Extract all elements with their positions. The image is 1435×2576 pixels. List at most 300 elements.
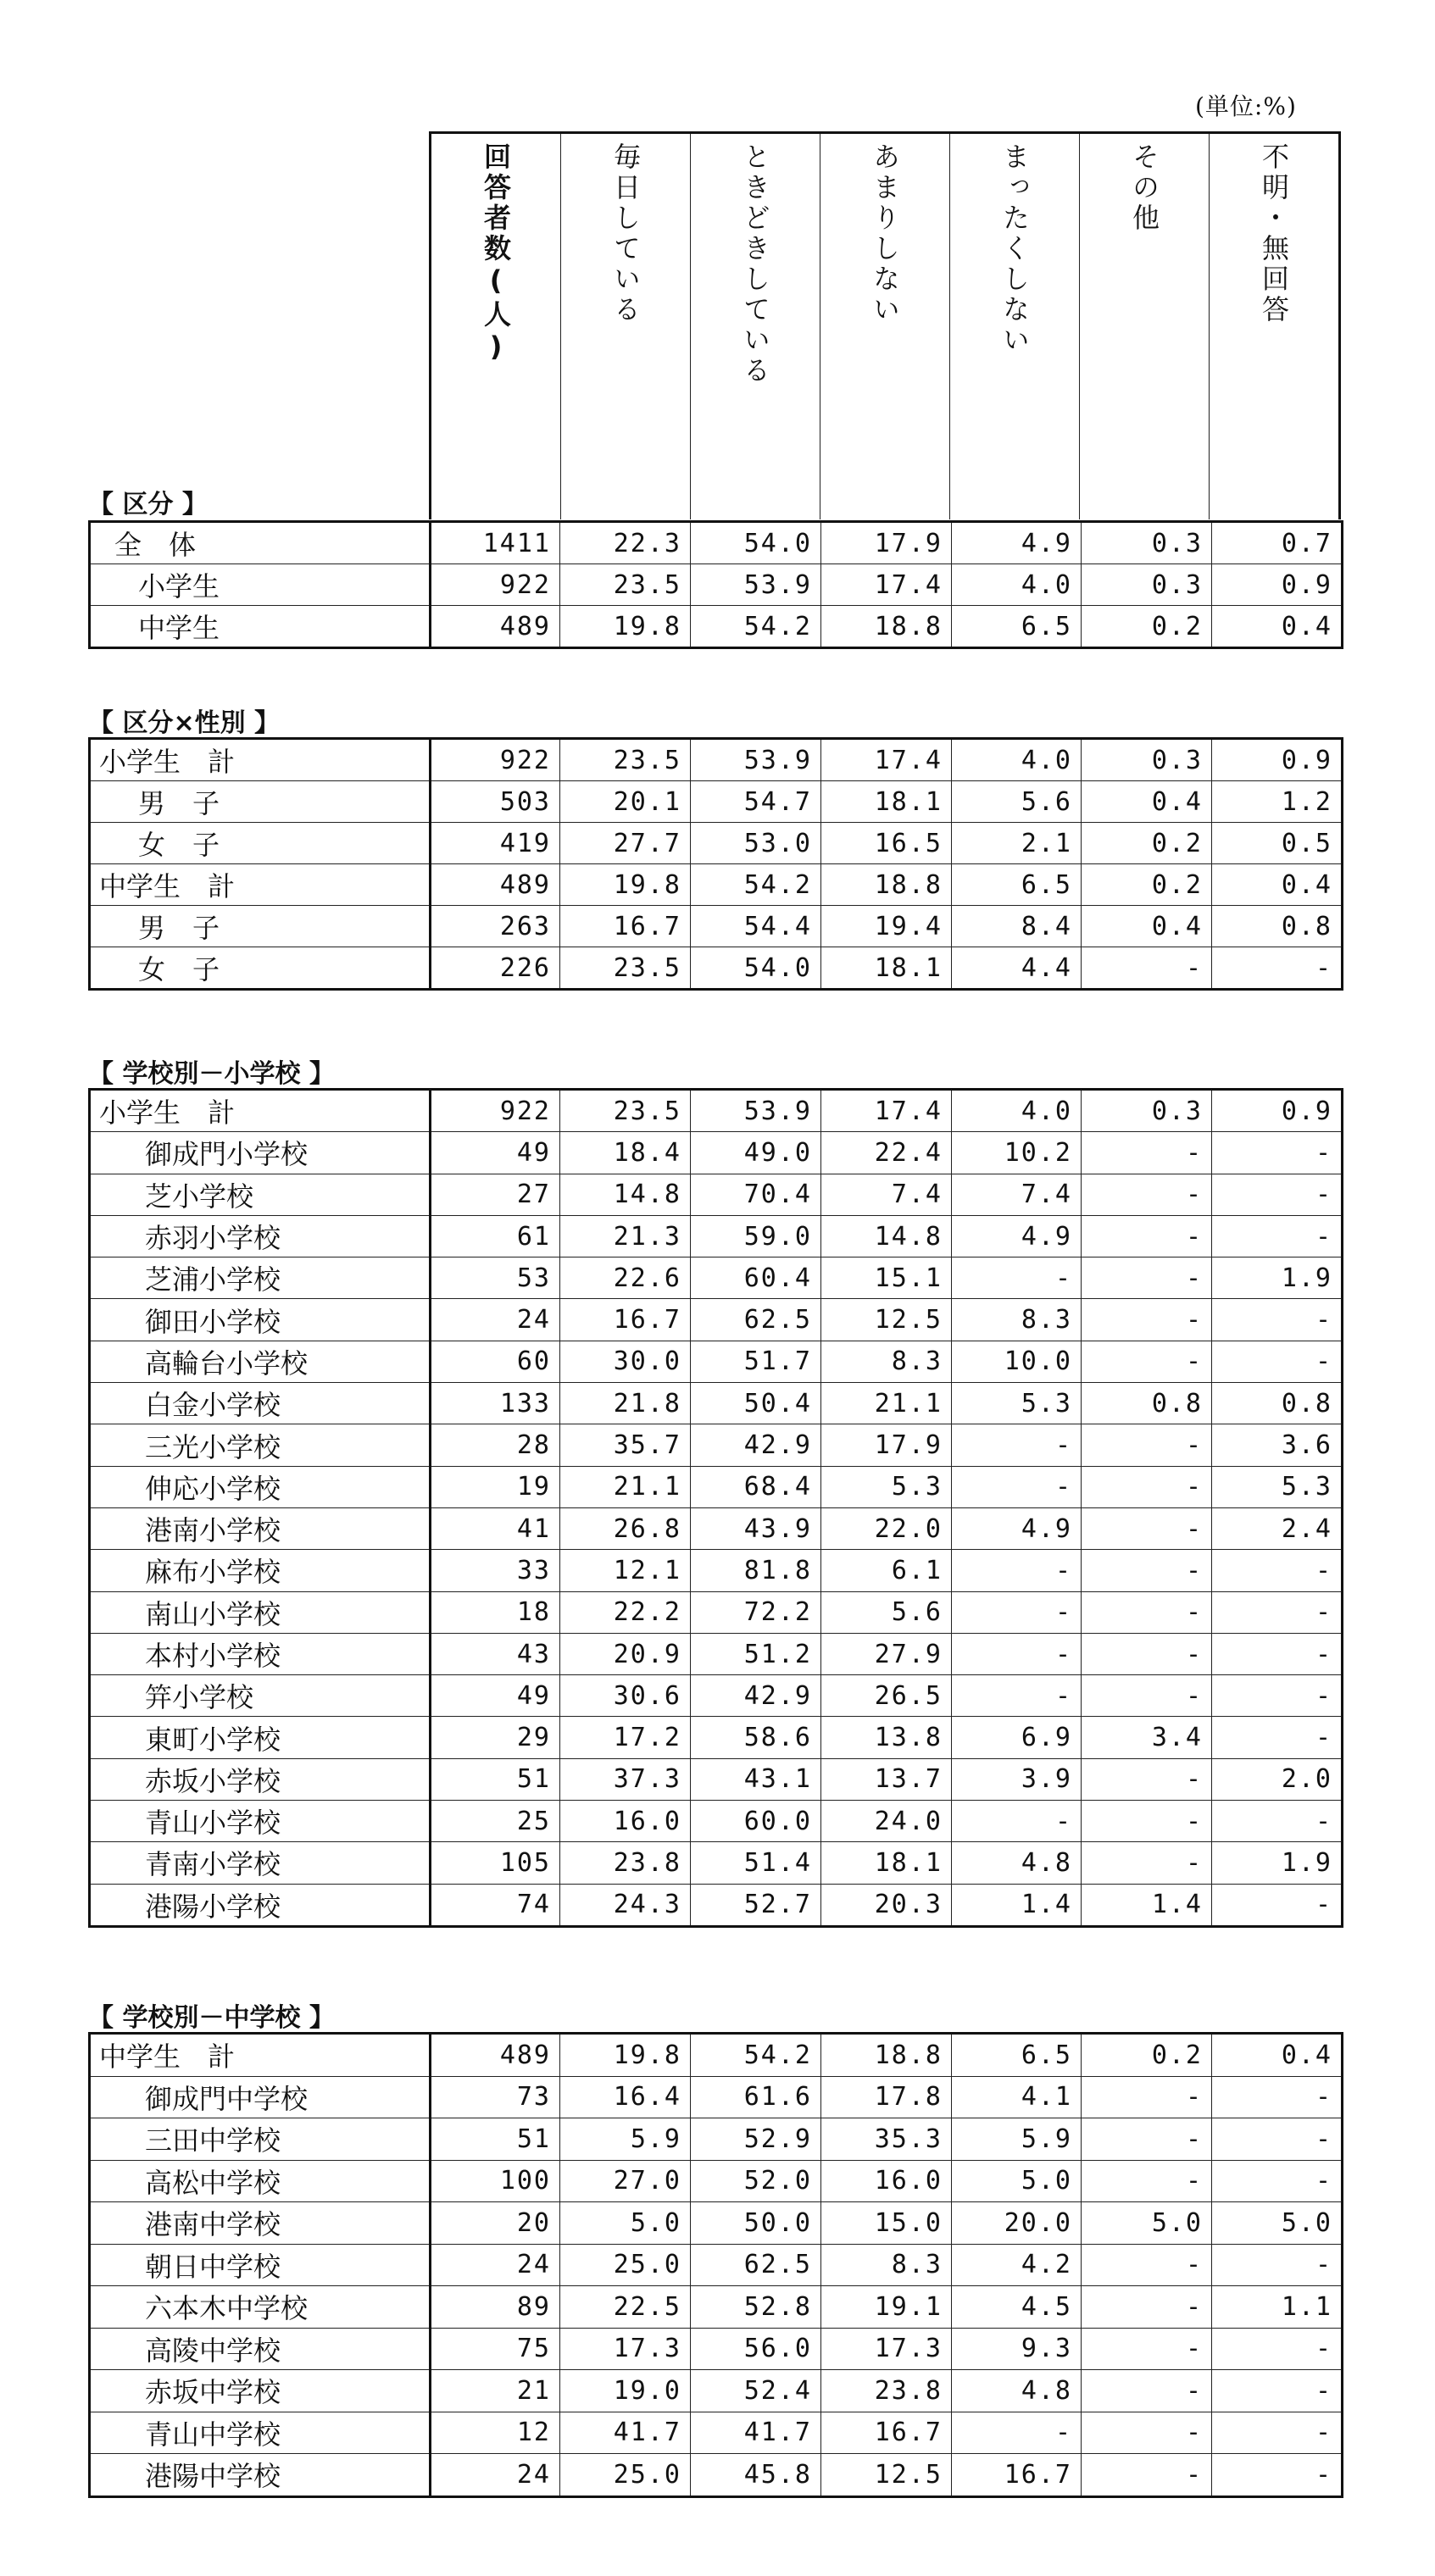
value-cell: - [1082,2370,1212,2412]
value-cell: 30.0 [560,1341,691,1382]
value-cell: 0.3 [1082,564,1212,606]
header-label: 不明・無回答 [1258,142,1290,325]
table-row [90,2286,1343,2329]
value-cell: - [1082,2328,1212,2370]
value-cell: 24.3 [560,1884,691,1926]
table-row [90,906,1343,947]
row-label: 麻布小学校 [90,1550,431,1591]
value-cell: 6.1 [821,1550,952,1591]
section-title: 【 学校別－小学校 】 [88,1059,335,1089]
value-cell: 21.1 [560,1466,691,1507]
value-cell: 20.0 [952,2202,1082,2245]
value-cell: 1.4 [952,1884,1082,1926]
value-cell: 16.0 [821,2160,952,2202]
value-cell: 60.0 [691,1801,821,1842]
value-cell: 4.1 [952,2076,1082,2118]
value-cell: - [952,1550,1082,1591]
header-label: 毎日している [609,142,642,325]
value-cell: 4.0 [952,739,1082,781]
value-cell: 58.6 [691,1717,821,1758]
value-cell: 51 [431,2118,560,2161]
value-cell: 18.1 [821,947,952,990]
value-cell: 0.2 [1082,864,1212,906]
value-cell: 16.7 [821,2412,952,2454]
value-cell: 42.9 [691,1675,821,1717]
value-cell: 4.9 [952,1507,1082,1549]
value-cell: - [1212,1717,1343,1758]
value-cell: 18.8 [821,2034,952,2077]
value-cell: 4.9 [952,1215,1082,1257]
value-cell: 16.0 [560,1801,691,1842]
table-row [90,1341,1343,1382]
value-cell: 5.0 [952,2160,1082,2202]
row-label: 女 子 [90,947,431,990]
value-cell: 62.5 [691,1299,821,1341]
value-cell: 53.0 [691,823,821,864]
value-cell: 1.2 [1212,781,1343,823]
value-cell: 75 [431,2328,560,2370]
value-cell: 35.7 [560,1424,691,1466]
value-cell: - [1082,2412,1212,2454]
value-cell: 0.4 [1212,606,1343,648]
row-label: 赤坂中学校 [90,2370,431,2412]
table-row [90,606,1343,648]
header-column [949,134,1079,519]
row-label: 中学生 [90,606,431,648]
value-cell: 0.2 [1082,823,1212,864]
value-cell: 1411 [431,522,560,564]
value-cell: 23.5 [560,947,691,990]
unit-label: (単位:%) [1195,92,1297,120]
value-cell: - [1082,2118,1212,2161]
value-cell: 21.8 [560,1383,691,1424]
table-row [90,1550,1343,1591]
row-label: 芝小学校 [90,1174,431,1215]
value-cell: 2.0 [1212,1758,1343,1800]
value-cell: - [1082,2454,1212,2497]
value-cell: - [1212,2076,1343,2118]
value-cell: 2.4 [1212,1507,1343,1549]
value-cell: 3.9 [952,1758,1082,1800]
value-cell: 53 [431,1257,560,1299]
value-cell: 27.0 [560,2160,691,2202]
value-cell: 81.8 [691,1550,821,1591]
table-row [90,1717,1343,1758]
row-label: 男 子 [90,781,431,823]
value-cell: 50.4 [691,1383,821,1424]
row-label: 港南小学校 [90,1507,431,1549]
value-cell: 52.9 [691,2118,821,2161]
value-cell: 33 [431,1550,560,1591]
value-cell: - [1082,1466,1212,1507]
value-cell: 43 [431,1633,560,1674]
value-cell: 53.9 [691,564,821,606]
table-row [90,1801,1343,1842]
value-cell: 25.0 [560,2244,691,2286]
header-label: まったくしない [998,142,1031,356]
value-cell: 27.9 [821,1633,952,1674]
value-cell: 45.8 [691,2454,821,2497]
value-cell: - [1212,2244,1343,2286]
value-cell: 27 [431,1174,560,1215]
row-label: 青山小学校 [90,1801,431,1842]
value-cell: 18.8 [821,606,952,648]
value-cell: 489 [431,2034,560,2077]
data-table [88,737,1343,991]
table-row [90,2370,1343,2412]
row-label: 中学生 計 [90,864,431,906]
value-cell: - [1212,1550,1343,1591]
row-label: 朝日中学校 [90,2244,431,2286]
value-cell: 74 [431,1884,560,1926]
value-cell: 51.2 [691,1633,821,1674]
header-label: その他 [1128,142,1160,234]
value-cell: 18.1 [821,1842,952,1884]
section-title: 【 学校別－中学校 】 [88,2003,335,2033]
value-cell: 21 [431,2370,560,2412]
table-row [90,1090,1343,1132]
value-cell: 49 [431,1132,560,1174]
value-cell: 54.0 [691,522,821,564]
value-cell: 26.5 [821,1675,952,1717]
value-cell: 21.1 [821,1383,952,1424]
value-cell: 23.5 [560,1090,691,1132]
value-cell: 5.9 [560,2118,691,2161]
header-label: 回答者数(人) [480,142,512,366]
value-cell: - [1082,1215,1212,1257]
data-table [88,520,1343,649]
value-cell: 0.8 [1212,1383,1343,1424]
value-cell: - [1082,1341,1212,1382]
row-label: 東町小学校 [90,1717,431,1758]
value-cell: - [1082,2286,1212,2329]
value-cell: - [1212,947,1343,990]
row-label: 白金小学校 [90,1383,431,1424]
value-cell: 12.5 [821,2454,952,2497]
value-cell: - [952,2412,1082,2454]
value-cell: 60.4 [691,1257,821,1299]
row-label: 御田小学校 [90,1299,431,1341]
value-cell: - [1082,1550,1212,1591]
value-cell: 0.7 [1212,522,1343,564]
value-cell: 54.2 [691,864,821,906]
value-cell: 15.0 [821,2202,952,2245]
table-row [90,1507,1343,1549]
row-label: 港陽中学校 [90,2454,431,2497]
value-cell: 19.1 [821,2286,952,2329]
value-cell: - [1212,1591,1343,1633]
value-cell: 59.0 [691,1215,821,1257]
value-cell: - [952,1466,1082,1507]
value-cell: 43.1 [691,1758,821,1800]
value-cell: 18.8 [821,864,952,906]
value-cell: 0.4 [1082,906,1212,947]
value-cell: 51 [431,1758,560,1800]
row-label: 赤羽小学校 [90,1215,431,1257]
table-row [90,1758,1343,1800]
value-cell: 4.0 [952,1090,1082,1132]
header-column [1079,134,1209,519]
value-cell: - [1082,2244,1212,2286]
value-cell: 0.4 [1212,2034,1343,2077]
table-row [90,1591,1343,1633]
header-column [431,134,560,519]
value-cell: 4.9 [952,522,1082,564]
table-row [90,1675,1343,1717]
value-cell: 22.6 [560,1257,691,1299]
value-cell: 89 [431,2286,560,2329]
value-cell: 24.0 [821,1801,952,1842]
value-cell: 22.5 [560,2286,691,2329]
value-cell: 21.3 [560,1215,691,1257]
table-row [90,2412,1343,2454]
value-cell: 4.4 [952,947,1082,990]
value-cell: 17.9 [821,1424,952,1466]
value-cell: 922 [431,564,560,606]
row-label: 中学生 計 [90,2034,431,2077]
row-label: 男 子 [90,906,431,947]
table-row [90,1633,1343,1674]
value-cell: 2.1 [952,823,1082,864]
row-label: 全 体 [90,522,431,564]
value-cell: 51.7 [691,1341,821,1382]
value-cell: 1.4 [1082,1884,1212,1926]
value-cell: 49.0 [691,1132,821,1174]
value-cell: 30.6 [560,1675,691,1717]
value-cell: 12 [431,2412,560,2454]
table-row [90,2034,1343,2077]
value-cell: - [1082,2076,1212,2118]
value-cell: 0.3 [1082,739,1212,781]
value-cell: 72.2 [691,1591,821,1633]
value-cell: 0.2 [1082,606,1212,648]
value-cell: 7.4 [821,1174,952,1215]
value-cell: - [1082,947,1212,990]
value-cell: - [1082,1424,1212,1466]
value-cell: 70.4 [691,1174,821,1215]
header-label: あまりしない [869,142,901,325]
value-cell: - [1082,1842,1212,1884]
row-label: 女 子 [90,823,431,864]
section-title: 【 区分 】 [88,490,208,519]
value-cell: 52.7 [691,1884,821,1926]
table-row [90,1842,1343,1884]
value-cell: 419 [431,823,560,864]
row-label: 三光小学校 [90,1424,431,1466]
column-header [429,131,1341,519]
value-cell: 1.1 [1212,2286,1343,2329]
row-label: 港陽小学校 [90,1884,431,1926]
value-cell: 0.4 [1082,781,1212,823]
value-cell: 6.5 [952,864,1082,906]
value-cell: 0.8 [1212,906,1343,947]
value-cell: 0.4 [1212,864,1343,906]
value-cell: 20.1 [560,781,691,823]
value-cell: 1.9 [1212,1842,1343,1884]
value-cell: 19 [431,1466,560,1507]
value-cell: 42.9 [691,1424,821,1466]
value-cell: 4.2 [952,2244,1082,2286]
value-cell: 37.3 [560,1758,691,1800]
value-cell: 13.8 [821,1717,952,1758]
table-row [90,1299,1343,1341]
value-cell: 10.2 [952,1132,1082,1174]
data-table [88,2032,1343,2498]
value-cell: 5.3 [952,1383,1082,1424]
value-cell: 51.4 [691,1842,821,1884]
value-cell: 6.5 [952,2034,1082,2077]
value-cell: 22.4 [821,1132,952,1174]
value-cell: 22.0 [821,1507,952,1549]
value-cell: 6.9 [952,1717,1082,1758]
value-cell: 922 [431,739,560,781]
table-row [90,2202,1343,2245]
row-label: 青山中学校 [90,2412,431,2454]
value-cell: - [1082,1633,1212,1674]
value-cell: - [1212,1299,1343,1341]
value-cell: - [1212,1675,1343,1717]
value-cell: 263 [431,906,560,947]
value-cell: 18.4 [560,1132,691,1174]
row-label: 御成門小学校 [90,1132,431,1174]
value-cell: 3.4 [1082,1717,1212,1758]
row-label: 赤坂小学校 [90,1758,431,1800]
table-row [90,2076,1343,2118]
value-cell: - [952,1801,1082,1842]
value-cell: 133 [431,1383,560,1424]
value-cell: - [952,1633,1082,1674]
value-cell: 5.6 [952,781,1082,823]
value-cell: 489 [431,606,560,648]
value-cell: 17.8 [821,2076,952,2118]
header-column [560,134,690,519]
value-cell: - [1082,1591,1212,1633]
value-cell: - [1212,1215,1343,1257]
row-label: 青南小学校 [90,1842,431,1884]
value-cell: - [952,1424,1082,1466]
value-cell: - [952,1591,1082,1633]
value-cell: 22.2 [560,1591,691,1633]
row-label: 高松中学校 [90,2160,431,2202]
table-row [90,2118,1343,2161]
value-cell: 53.9 [691,739,821,781]
value-cell: 24 [431,2454,560,2497]
value-cell: 43.9 [691,1507,821,1549]
value-cell: 4.5 [952,2286,1082,2329]
value-cell: - [1082,1675,1212,1717]
value-cell: - [1212,2454,1343,2497]
table-row [90,864,1343,906]
value-cell: 24 [431,2244,560,2286]
value-cell: 25.0 [560,2454,691,2497]
value-cell: 19.8 [560,606,691,648]
value-cell: 5.0 [560,2202,691,2245]
value-cell: 15.1 [821,1257,952,1299]
row-label: 港南中学校 [90,2202,431,2245]
table-row [90,1383,1343,1424]
value-cell: 12.1 [560,1550,691,1591]
value-cell: 0.2 [1082,2034,1212,2077]
row-label: 南山小学校 [90,1591,431,1633]
value-cell: 62.5 [691,2244,821,2286]
value-cell: 61.6 [691,2076,821,2118]
value-cell: - [1212,2370,1343,2412]
value-cell: 68.4 [691,1466,821,1507]
value-cell: 53.9 [691,1090,821,1132]
value-cell: 56.0 [691,2328,821,2370]
value-cell: 5.0 [1082,2202,1212,2245]
value-cell: - [1212,1341,1343,1382]
row-label: 伸応小学校 [90,1466,431,1507]
data-table [88,1088,1343,1928]
value-cell: 18 [431,1591,560,1633]
value-cell: 17.3 [821,2328,952,2370]
value-cell: 23.5 [560,739,691,781]
value-cell: 0.9 [1212,739,1343,781]
table-row [90,2328,1343,2370]
value-cell: - [1082,1132,1212,1174]
value-cell: 0.3 [1082,522,1212,564]
value-cell: 17.4 [821,1090,952,1132]
value-cell: 0.9 [1212,564,1343,606]
value-cell: 17.3 [560,2328,691,2370]
table-row [90,781,1343,823]
row-label: 三田中学校 [90,2118,431,2161]
value-cell: 61 [431,1215,560,1257]
table-row [90,1132,1343,1174]
value-cell: 20.9 [560,1633,691,1674]
value-cell: 10.0 [952,1341,1082,1382]
value-cell: - [1082,1299,1212,1341]
row-label: 芝浦小学校 [90,1257,431,1299]
value-cell: 8.3 [952,1299,1082,1341]
value-cell: 6.5 [952,606,1082,648]
value-cell: 54.7 [691,781,821,823]
value-cell: 8.4 [952,906,1082,947]
value-cell: - [1212,1884,1343,1926]
table-row [90,739,1343,781]
value-cell: 5.6 [821,1591,952,1633]
row-label: 高陵中学校 [90,2328,431,2370]
value-cell: - [1082,1257,1212,1299]
value-cell: 16.7 [560,1299,691,1341]
value-cell: 17.2 [560,1717,691,1758]
value-cell: 17.4 [821,739,952,781]
value-cell: - [1212,2328,1343,2370]
table-row [90,1466,1343,1507]
row-label: 高輪台小学校 [90,1341,431,1382]
table-row [90,2454,1343,2497]
value-cell: 5.0 [1212,2202,1343,2245]
value-cell: 19.8 [560,864,691,906]
value-cell: 5.3 [1212,1466,1343,1507]
value-cell: 8.3 [821,2244,952,2286]
value-cell: 17.4 [821,564,952,606]
header-label: ときどきしている [739,142,771,386]
value-cell: 0.8 [1082,1383,1212,1424]
row-label: 笄小学校 [90,1675,431,1717]
value-cell: 41 [431,1507,560,1549]
table-row [90,564,1343,606]
table-row [90,947,1343,990]
value-cell: 28 [431,1424,560,1466]
value-cell: 23.8 [560,1842,691,1884]
table-row [90,1884,1343,1926]
value-cell: 7.4 [952,1174,1082,1215]
value-cell: 19.8 [560,2034,691,2077]
value-cell: - [1082,1758,1212,1800]
value-cell: 9.3 [952,2328,1082,2370]
